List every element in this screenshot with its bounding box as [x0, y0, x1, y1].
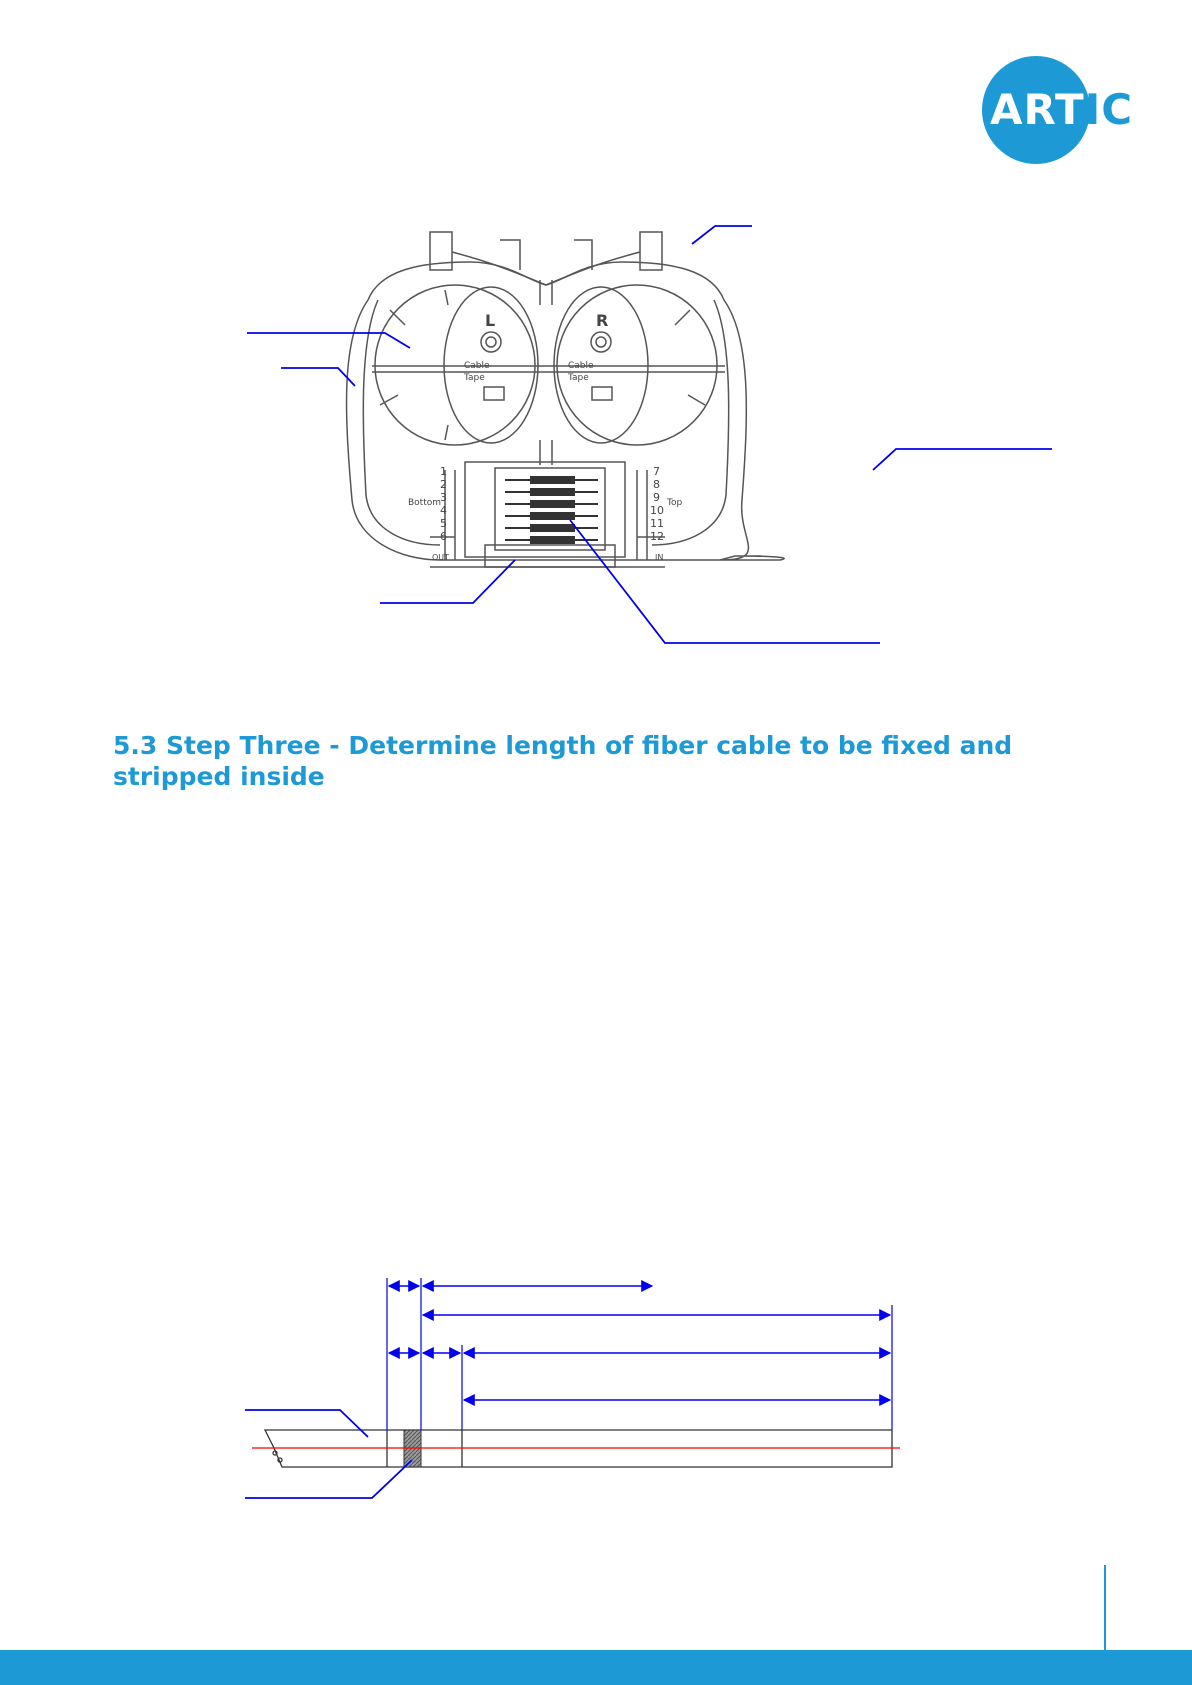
- spool-right-letter: R: [596, 311, 609, 330]
- leader-spool: [247, 333, 410, 348]
- top-label: Top: [667, 498, 683, 508]
- section-heading: [113, 730, 1013, 792]
- port-number: 3: [440, 491, 447, 504]
- leader-splice-holder: [570, 520, 880, 643]
- port-number: 4: [440, 504, 447, 517]
- spool-left-letter: L: [485, 311, 496, 330]
- cable-strip-diagram: [0, 1260, 1192, 1530]
- cable-tape-left-2: Tape: [464, 373, 485, 383]
- callout-leaders: [247, 226, 1052, 643]
- port-number: 2: [440, 478, 447, 491]
- cable-tape-right-1: Cable: [568, 361, 594, 371]
- leader-cable-jacket: [245, 1410, 368, 1437]
- footer-bar: [0, 1650, 1192, 1685]
- port-number: 9: [653, 491, 660, 504]
- out-label: OUT: [432, 553, 450, 562]
- logo-tail-text: IC: [1084, 85, 1134, 134]
- cable-tape-left-1: Cable: [464, 361, 490, 371]
- port-number: 1: [440, 465, 447, 478]
- section-heading-line2: stripped inside: [113, 762, 325, 791]
- port-number: 7: [653, 465, 660, 478]
- port-number: 6: [440, 530, 447, 543]
- footer-rule: [1104, 1565, 1106, 1650]
- port-number: 10: [650, 504, 664, 517]
- logo-main-text: ART: [990, 85, 1085, 134]
- leader-outer-wall: [281, 368, 355, 386]
- leader-right-side: [873, 449, 1052, 470]
- port-number: 11: [650, 517, 664, 530]
- splice-tray-diagram: [0, 0, 1192, 690]
- section-heading-line1: 5.3 Step Three - Determine length of fiber cable to be fixed and: [113, 731, 1013, 760]
- cable-tape-right-2: Tape: [568, 373, 589, 383]
- port-number: 12: [650, 530, 664, 543]
- port-number: 8: [653, 478, 660, 491]
- dimension-arrows: [389, 1286, 890, 1400]
- leader-top-clip: [692, 226, 752, 244]
- bottom-label: Bottom: [408, 498, 442, 508]
- spool-left: [375, 285, 535, 445]
- port-number: 5: [440, 517, 447, 530]
- in-label: IN: [655, 553, 664, 562]
